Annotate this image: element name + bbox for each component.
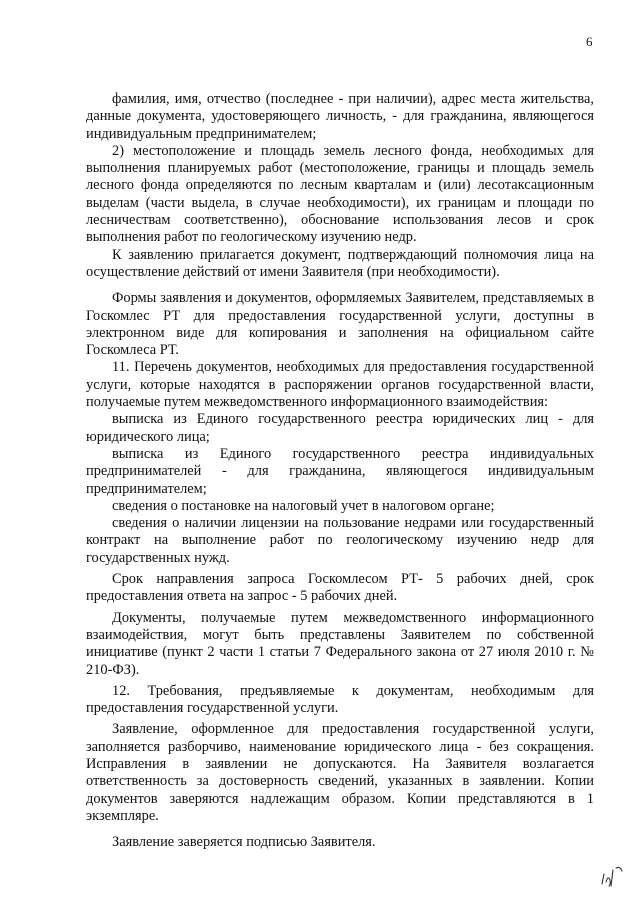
paragraph-12-requirements: 12. Требования, предъявляемые к документам, необходимым для предоставления государственной услуги.: [86, 682, 594, 717]
paragraph-authority-document: К заявлению прилагается документ, подтверждающий полномочия лица на осуществление действий от имени Заявителя (при необходимости).: [86, 246, 594, 280]
paragraph-land-location: 2) местоположение и площадь земель лесного фонда, необходимых для выполнения планируемых работ (местоположение, границы и площадь земель лесного фонда определяются по лесным кварталам и (или) лесотаксационным выделам (части выдела, в случае необходимости), их границам и площади по лесничествам соответственно), обоснование использования лесов и срок выполнения работ по геологическому изучению недр.: [86, 142, 594, 246]
list-item-entrepreneur-extract: выписка из Единого государственного реестра индивидуальных предпринимателей - для гражданина, являющегося индивидуальным предпринимателем;: [86, 445, 594, 497]
paragraph-request-deadline: Срок направления запроса Госкомлесом РТ- 5 рабочих дней, срок предоставления ответа на запрос - 5 рабочих дней.: [86, 571, 594, 605]
paragraph-applicant-details: фамилия, имя, отчество (последнее - при наличии), адрес места жительства, данные документа, удостоверяющего личность, - для гражданина, являющегося индивидуальным предпринимателем;: [86, 91, 594, 142]
page-number: 6: [586, 34, 593, 49]
paragraph-signature: Заявление заверяется подписью Заявителя.: [112, 834, 376, 851]
handwritten-mark-icon: [598, 862, 626, 890]
paragraph-own-initiative: Документы, получаемые путем межведомственного информационного взаимодействия, могут быть представлены Заявителем по собственной инициативе (пункт 2 части 1 статьи 7 Федерального закона от 27 июля 2010 г. № 210-ФЗ).: [86, 609, 594, 678]
paragraph-11-document-list: 11. Перечень документов, необходимых для предоставления государственной услуги, которые находятся в распоряжении органов государственной власти, получаемые путем межведомственного информационного взаимодействия:: [86, 359, 594, 411]
list-item-tax-registration: сведения о постановке на налоговый учет в налоговом органе;: [112, 497, 495, 514]
document-body: [86, 91, 594, 851]
list-item-subsoil-license: сведения о наличии лицензии на пользование недрами или государственный контракт на выполнение работ по геологическому изучению недр для государственных нужд.: [86, 515, 594, 566]
list-item-legal-entity-extract: выписка из Единого государственного реестра юридических лиц - для юридического лица;: [86, 411, 594, 445]
paragraph-application-rules: Заявление, оформленное для предоставления государственной услуги, заполняется разборчиво, наименование юридического лица - без сокращения. Исправления в заявлении не допускаются. На Заявителя возлагается ответственность за достоверность сведений, указанных в заявлении. Копии документов заверяются надлежащим образом. Копии представляются в 1 экземпляре.: [86, 721, 594, 824]
paragraph-forms-availability: Формы заявления и документов, оформляемых Заявителем, представляемых в Госкомлес РТ для предоставления государственной услуги, доступны в электронном виде для копирования и заполнения на официальном сайте Госкомлеса РТ.: [86, 290, 594, 359]
